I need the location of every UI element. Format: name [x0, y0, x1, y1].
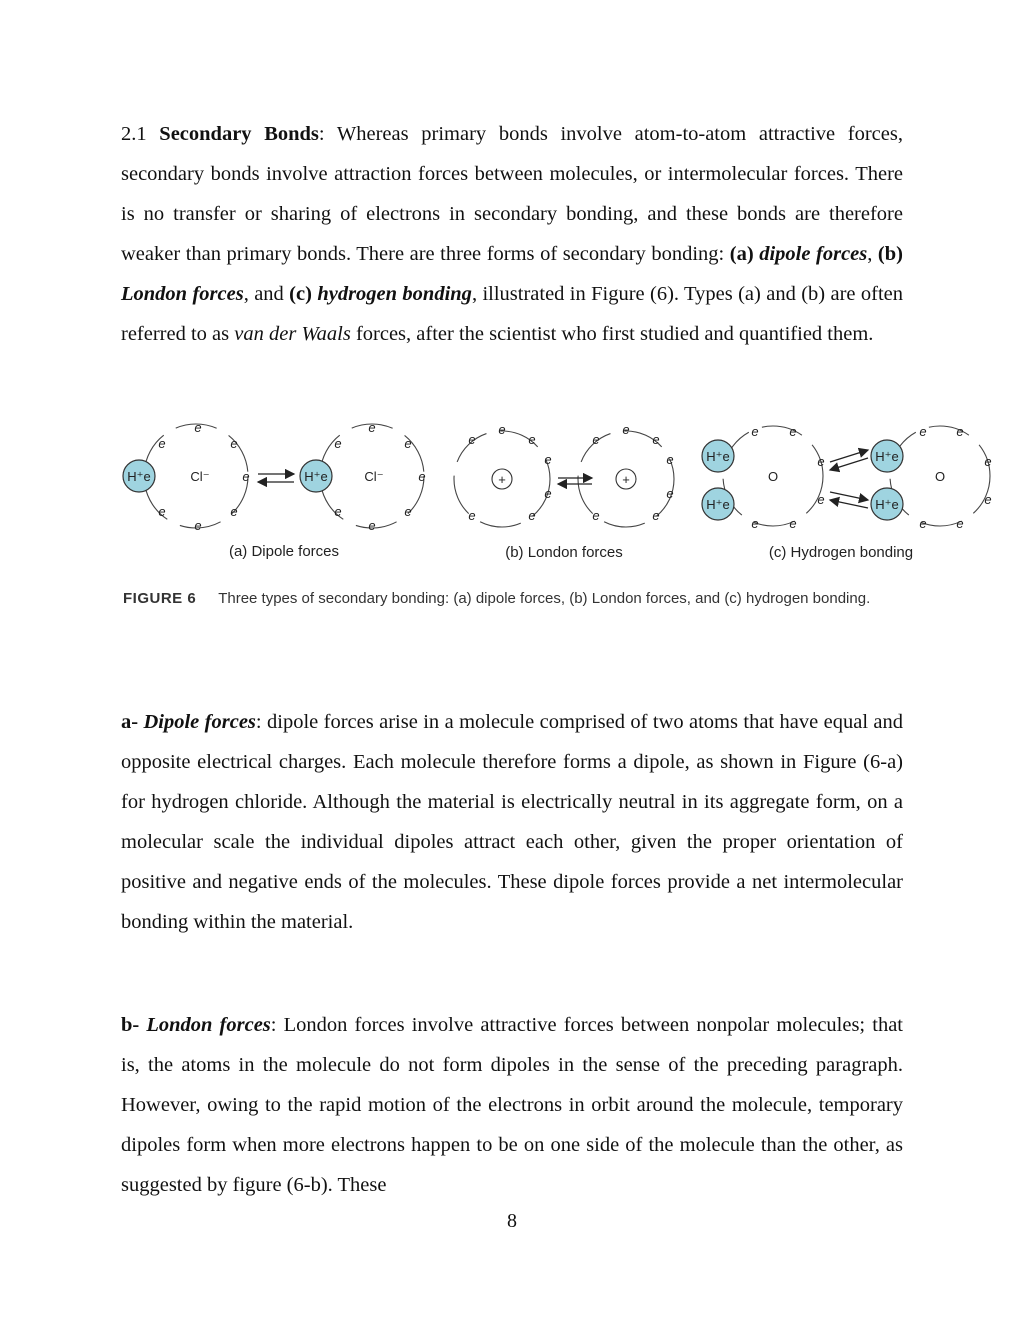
term-label: (a)	[729, 243, 754, 265]
panel-label-a: (a) Dipole forces	[228, 543, 340, 560]
electron-label: e	[194, 420, 202, 435]
electron-label: e	[194, 518, 202, 533]
term-label: (b)	[877, 243, 903, 265]
electron-label: e	[334, 504, 342, 519]
cl-label: Cl⁻	[190, 469, 210, 484]
electron-label: e	[158, 504, 166, 519]
figure-6	[118, 418, 998, 613]
hplus-label: H⁺e	[304, 469, 328, 484]
electron-label: e	[751, 516, 759, 531]
electron-label: e	[956, 516, 964, 531]
hplus-label: H⁺e	[706, 449, 730, 464]
figure-caption-text: Three types of secondary bonding: (a) dipole forces, (b) London forces, and (c) hydrogen bonding.	[218, 590, 871, 607]
electron-label: e	[984, 454, 992, 469]
cl-label: Cl⁻	[364, 469, 384, 484]
figure-caption	[123, 590, 870, 607]
electron-label: e	[158, 436, 166, 451]
attraction-arrow	[830, 500, 868, 508]
section-paragraph: 2.1 Secondary Bonds: Whereas primary bonds involve atom-to-atom attractive forces, secondary bonds involve attraction forces between molecules, or intermolecular forces. There is no transfer or sharing of electrons in secondary bonding, and these bonds are therefore weaker than primary bonds. There are three forms of secondary bonding: (a) dipole forces, (b) London forces, and (c) hydrogen bonding, illustrated in Figure (6). Types (a) and (b) are often referred to as van der Waals forces, after the scientist who first studied and quantified them.	[121, 123, 903, 345]
dipole-paragraph	[121, 702, 903, 942]
panel-label-b: (b) London forces	[505, 544, 623, 561]
electron-label: e	[418, 469, 426, 484]
electron-label: e	[404, 436, 412, 451]
electron-label: e	[230, 436, 238, 451]
oxygen-label: O	[767, 469, 779, 484]
dipole-term: Dipole forces	[143, 711, 256, 733]
electron-label: e	[789, 516, 797, 531]
plus-label: +	[498, 472, 506, 487]
oxygen-label: O	[934, 469, 946, 484]
electron-label: e	[592, 508, 600, 523]
electron-label: e	[652, 432, 660, 447]
text: : Whereas primary bonds involve atom-to-atom attractive forces, secondary bonds involve attraction forces between molecules, or intermolecular forces. There is no transfer or sharing of electrons in secondary bonding, and these bonds are therefore weaker than primary bonds. There are three forms of secondary bonding:	[121, 123, 903, 265]
london-text: : London forces involve attractive forces between nonpolar molecules; that is, the atoms in the molecule do not form dipoles in the sense of the preceding paragraph. However, owing to the rapid motion of the electrons in orbit around the molecule, temporary dipoles form when more electrons happen to be on one side of the molecule than the other, as suggested by figure (6-b). These	[121, 1014, 903, 1196]
electron-label: e	[652, 508, 660, 523]
electron-label: e	[817, 492, 825, 507]
electron-label: e	[622, 422, 630, 437]
hplus-label: H⁺e	[706, 497, 730, 512]
electron-label: e	[368, 518, 376, 533]
electron-label: e	[666, 486, 674, 501]
section-number: 2.1	[121, 123, 147, 145]
term: dipole forces	[759, 243, 868, 265]
term: London forces	[121, 283, 244, 305]
electron-label: e	[528, 432, 536, 447]
electron-label: e	[817, 454, 825, 469]
electron-label: e	[751, 424, 759, 439]
dipole-text: : dipole forces arise in a molecule comprised of two atoms that have equal and opposite electrical charges. Each molecule therefore forms a dipole, as shown in Figure (6-a) for hydrogen chloride. Although the material is electrically neutral in its aggregate form, on a molecular scale the individual dipoles attract each other, given the proper orientation of positive and negative ends of the molecules. These dipole forces provide a net intermolecular bonding within the material.	[121, 711, 904, 933]
term: van der Waals	[234, 323, 351, 345]
electron-label: e	[242, 469, 250, 484]
page-number: 8	[507, 1210, 517, 1232]
text: , and	[243, 283, 290, 305]
electron-label: e	[468, 508, 476, 523]
term: hydrogen bonding	[317, 283, 472, 305]
electron-label: e	[592, 432, 600, 447]
electron-label: e	[666, 452, 674, 467]
hplus-label: H⁺e	[127, 469, 151, 484]
electron-label: e	[919, 516, 927, 531]
electron-label: e	[544, 486, 552, 501]
text: , illustrated in Figure (6). Types (a) and (b) are often referred to as	[121, 283, 903, 345]
dipole-label: a-	[121, 711, 139, 733]
plus-label: +	[622, 472, 630, 487]
electron-label: e	[368, 420, 376, 435]
electron-label: e	[404, 504, 412, 519]
figure-caption-label: FIGURE 6	[123, 590, 197, 607]
london-label: b-	[121, 1014, 140, 1036]
electron-label: e	[984, 492, 992, 507]
electron-label: e	[334, 436, 342, 451]
attraction-arrow	[830, 492, 868, 500]
term-label: (c)	[289, 283, 312, 305]
text: forces, after the scientist who first studied and quantified them.	[350, 323, 874, 345]
hplus-label: H⁺e	[875, 449, 899, 464]
hplus-label: H⁺e	[875, 497, 899, 512]
electron-label: e	[498, 422, 506, 437]
electron-label: e	[468, 432, 476, 447]
london-term: London forces	[146, 1014, 271, 1036]
electron-label: e	[528, 508, 536, 523]
panel-label-c: (c) Hydrogen bonding	[768, 544, 914, 561]
section-heading: Secondary Bonds	[159, 123, 319, 145]
electron-label: e	[230, 504, 238, 519]
figure-illustration	[118, 418, 998, 588]
electron-label: e	[919, 424, 927, 439]
electron-label: e	[789, 424, 797, 439]
electron-label: e	[956, 424, 964, 439]
electron-label: e	[544, 452, 552, 467]
london-paragraph	[121, 1005, 903, 1205]
